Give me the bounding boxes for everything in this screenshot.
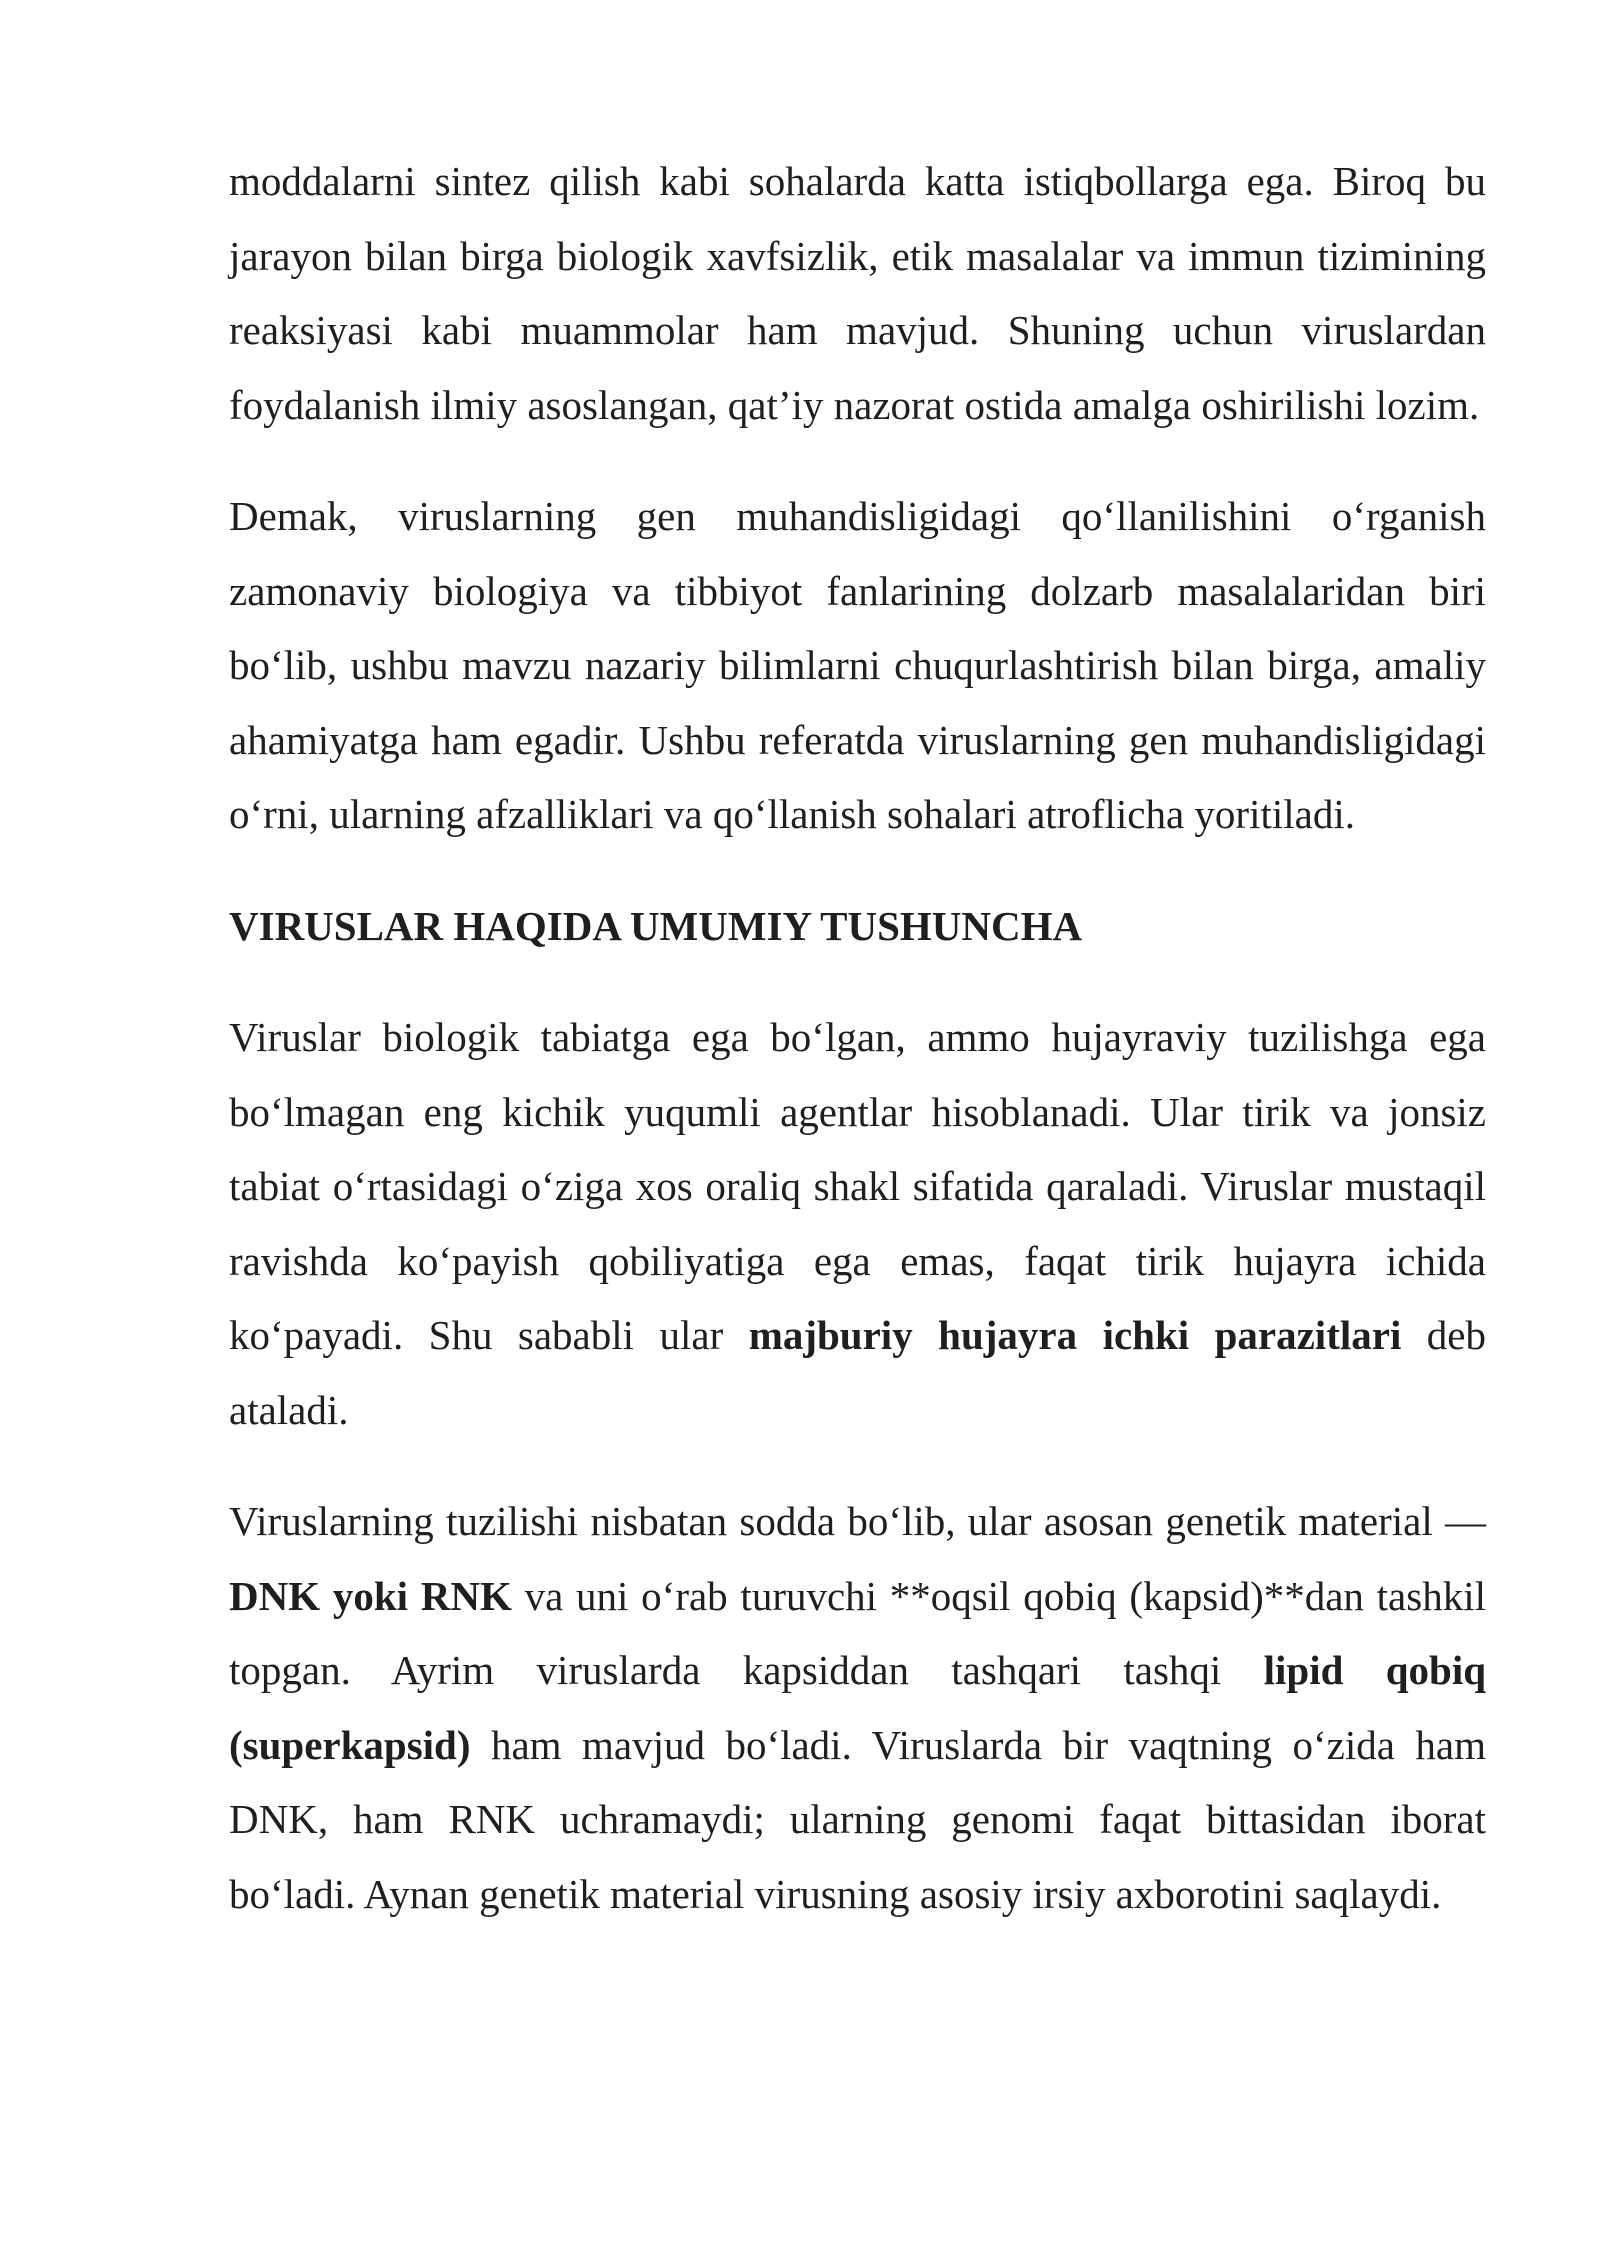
paragraph-4-text-3: ham mavjud bo‘ladi. Viruslarda bir vaqtning o‘zida ham DNK, ham RNK uchramaydi; ularning genomi faqat bittasidan iborat bo‘ladi. Aynan genetik material virusning asosiy irsiy axborotini saqlaydi. bbox=[229, 1721, 1486, 1917]
paragraph-4-text-2: va uni o‘rab turuvchi **oqsil qobiq (kapsid)**dan tashkil topgan. Ayrim viruslarda kapsiddan tashqari tashqi bbox=[229, 1572, 1486, 1693]
paragraph-4-bold-term-1: DNK yoki RNK bbox=[229, 1572, 512, 1619]
document-body bbox=[229, 144, 1486, 1968]
paragraph-3-text-2: deb ataladi. bbox=[229, 1312, 1486, 1433]
paragraph-1: moddalarni sintez qilish kabi sohalarda katta istiqbollarga ega. Biroq bu jarayon bilan birga biologik xavfsizlik, etik masalalar va immun tizimining reaksiyasi kabi muammolar ham mavjud. Shuning uchun viruslardan foydalanish ilmiy asoslangan, qat’iy nazorat ostida amalga oshirilishi lozim. bbox=[229, 158, 1486, 428]
paragraph-3 bbox=[229, 1000, 1486, 1447]
paragraph-3-text-1: Viruslar biologik tabiatga ega bo‘lgan, ammo hujayraviy tuzilishga ega bo‘lmagan eng kichik yuqumli agentlar hisoblanadi. Ular tirik va jonsiz tabiat o‘rtasidagi o‘ziga xos oraliq shakl sifatida qaraladi. Viruslar mustaqil ravishda ko‘payish qobiliyatiga ega emas, faqat tirik hujayra ichida ko‘payadi. Shu sababli ular bbox=[229, 1014, 1486, 1358]
paragraph-4-text-1: Viruslarning tuzilishi nisbatan sodda bo‘lib, ular asosan genetik material — bbox=[229, 1498, 1486, 1544]
paragraph-2: Demak, viruslarning gen muhandisligidagi qo‘llanilishini o‘rganish zamonaviy biologiya va tibbiyot fanlarining dolzarb masalalaridan biri bo‘lib, ushbu mavzu nazariy bilimlarni chuqurlashtirish bilan birga, amaliy ahamiyatga ham egadir. Ushbu referatda viruslarning gen muhandisligidagi o‘rni, ularning afzalliklari va qo‘llanish sohalari atroflicha yoritiladi. bbox=[229, 493, 1486, 837]
paragraph-4-bold-term-2: lipid qobiq (superkapsid) bbox=[229, 1647, 1487, 1768]
paragraph-4 bbox=[229, 1484, 1486, 1931]
section-heading: VIRUSLAR HAQIDA UMUMIY TUSHUNCHA bbox=[229, 902, 1083, 949]
paragraph-3-bold-term: majburiy hujayra ichki parazitlari bbox=[748, 1312, 1402, 1358]
